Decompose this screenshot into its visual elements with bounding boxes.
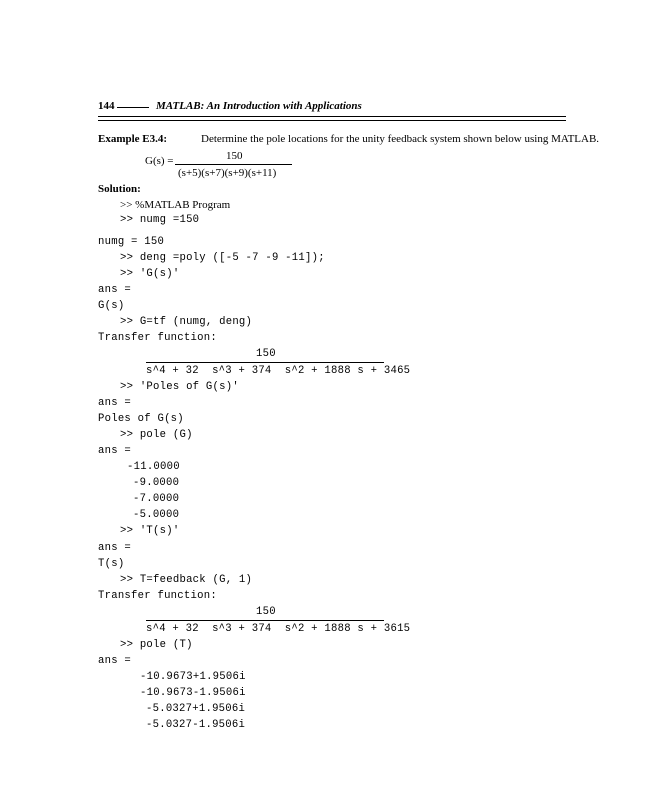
tf-denominator: s^4 + 32 s^3 + 374 s^2 + 1888 s + 3465 <box>146 365 411 377</box>
solution-label: Solution: <box>98 183 141 195</box>
equation-numerator: 150 <box>226 150 243 162</box>
code-line: T(s) <box>98 558 125 570</box>
code-line: >> numg =150 <box>120 214 200 226</box>
pole-value: -7.0000 <box>133 493 180 505</box>
code-line: >> pole (T) <box>120 639 193 651</box>
equation-fraction-bar <box>175 164 292 165</box>
running-header-title: MATLAB: An Introduction with Applications <box>156 100 362 112</box>
header-rule <box>98 116 566 121</box>
code-line: >> G=tf (numg, deng) <box>120 316 253 328</box>
code-line: ans = <box>98 445 132 457</box>
example-text: Determine the pole locations for the unity feedback system shown below using MATLAB. <box>201 133 600 145</box>
tf-numerator: 150 <box>256 606 276 618</box>
code-line: ans = <box>98 284 132 296</box>
pole-value: -10.9673+1.9506i <box>140 671 246 683</box>
code-line: numg = 150 <box>98 236 165 248</box>
pole-value: -11.0000 <box>127 461 180 473</box>
page-number: 144 <box>98 100 115 112</box>
example-label: Example E3.4: <box>98 133 168 145</box>
pole-value: -5.0000 <box>133 509 180 521</box>
pole-value: -9.0000 <box>133 477 180 489</box>
pole-value: -5.0327+1.9506i <box>146 703 246 715</box>
code-line: Poles of G(s) <box>98 413 184 425</box>
code-line: >> 'Poles of G(s)' <box>120 381 239 393</box>
code-line: >> T=feedback (G, 1) <box>120 574 253 586</box>
equation-denominator: (s+5)(s+7)(s+9)(s+11) <box>178 167 277 179</box>
program-comment-line: >> %MATLAB Program <box>120 199 231 211</box>
code-line: >> 'G(s)' <box>120 268 180 280</box>
code-line: G(s) <box>98 300 125 312</box>
tf-numerator: 150 <box>256 348 276 360</box>
code-line: >> 'T(s)' <box>120 525 180 537</box>
code-line: ans = <box>98 655 132 667</box>
pole-value: -5.0327-1.9506i <box>146 719 246 731</box>
tf-fraction-bar <box>146 620 384 621</box>
pole-value: -10.9673-1.9506i <box>140 687 246 699</box>
tf-fraction-bar <box>146 362 384 363</box>
code-line: ans = <box>98 397 132 409</box>
tf-denominator: s^4 + 32 s^3 + 374 s^2 + 1888 s + 3615 <box>146 623 411 635</box>
code-line: Transfer function: <box>98 332 217 344</box>
code-line: Transfer function: <box>98 590 217 602</box>
header-dash <box>117 107 149 108</box>
code-line: >> pole (G) <box>120 429 193 441</box>
code-line: >> deng =poly ([-5 -7 -9 -11]); <box>120 252 325 264</box>
code-line: ans = <box>98 542 132 554</box>
equation-lhs: G(s) = <box>145 155 174 167</box>
